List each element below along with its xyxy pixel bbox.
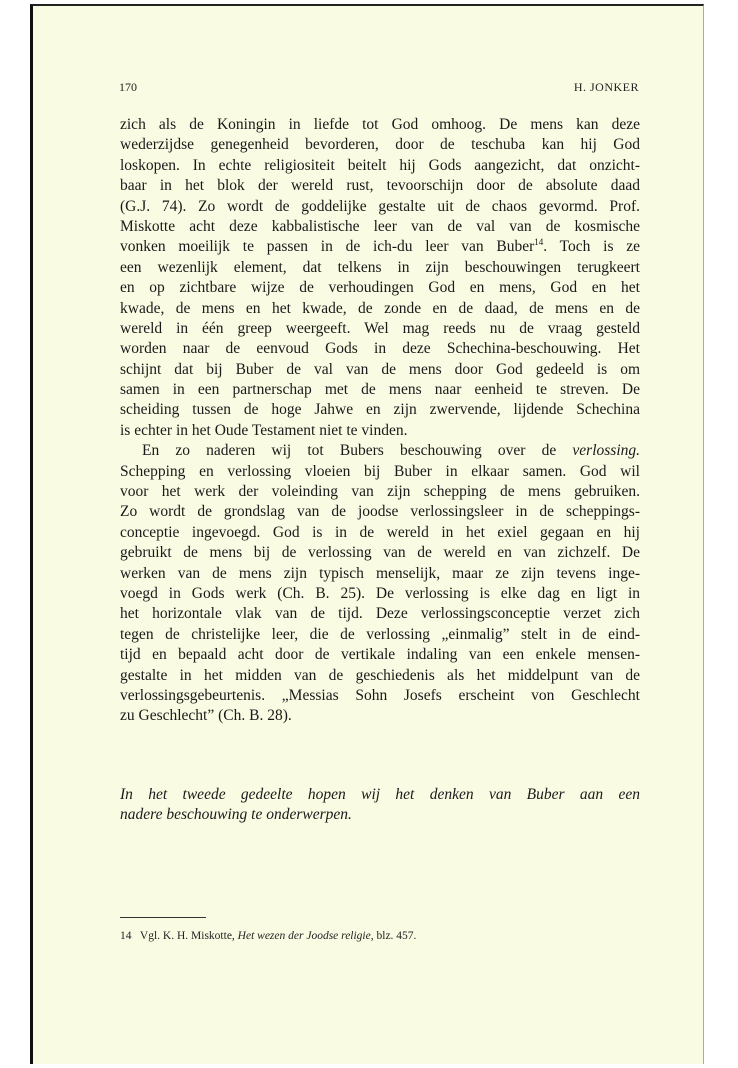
footnote: [120, 930, 640, 942]
text-line: tegen de christelijke leer, die de verlossing „einmalig” stelt in de eind-: [120, 625, 640, 643]
emphasis-verlossing: verlossing.: [572, 442, 640, 460]
text-line: en op zichtbare wijze de verhoudingen God en mens, God en het: [120, 279, 640, 297]
text-line: wederzijdse genegenheid bevorderen, door de teschuba kan hij God: [120, 136, 640, 154]
footnote-text: Vgl. K. H. Miskotte,: [139, 930, 235, 942]
text-line: het horizontale vlak van de tijd. Deze verlossingsconceptie verzet zich: [120, 605, 640, 623]
text-line: conceptie ingevoegd. God is in de wereld in het exiel gegaan en hij: [120, 523, 640, 541]
page-number: 170: [119, 80, 137, 94]
text-line: (G.J. 74). Zo wordt de goddelijke gestalte uit de chaos gevormd. Prof.: [120, 197, 640, 215]
text-line: loskopen. In echte religiositeit beitelt hij Gods aangezicht, dat onzicht-: [120, 156, 640, 174]
text-line: [120, 441, 640, 461]
text-line: Zo wordt de grondslag van de joodse verlossingsleer in de scheppings-: [120, 503, 640, 521]
text-line: verlossingsgebeurtenis. „Messias Sohn Josefs erscheint von Geschlecht: [120, 686, 640, 704]
text-line: zu Geschlecht” (Ch. B. 28).: [120, 707, 292, 725]
text-line: nadere beschouwing te onderwerpen.: [120, 806, 352, 824]
text-line: is echter in het Oude Testament niet te vinden.: [120, 421, 408, 439]
text-line: baar in het blok der wereld rust, tevoorschijn door de absolute daad: [120, 177, 640, 195]
text-line: worden naar de eenvoud Gods in deze Schechina-beschouwing. Het: [120, 340, 640, 358]
text-line: Schepping en verlossing vloeien bij Buber in elkaar samen. God wil: [120, 462, 640, 480]
text-line: In het tweede gedeelte hopen wij het denken van Buber aan een: [120, 786, 640, 803]
text-line: voegd in Gods werk (Ch. B. 25). De verlossing is elke dag en ligt in: [120, 584, 640, 602]
footnote-reference: 14: [534, 237, 544, 248]
text-line: tijd en bepaald acht door de vertikale indaling van een enkele mensen-: [120, 646, 640, 664]
text-segment: vonken moeilijk te passen in de ich-du leer van Buber: [120, 238, 535, 256]
running-head: H. JONKER: [573, 80, 639, 94]
body-text: [120, 115, 640, 727]
text-line: wereld in één greep weergeeft. Wel mag reeds nu de vraag gesteld: [120, 319, 640, 337]
text-line: werken van de mens zijn typisch menselijk, maar ze zijn tevens inge-: [120, 564, 640, 582]
text-line: [120, 237, 640, 257]
text-line: gebruikt de mens bij de verlossing van de wereld en van zichzelf. De: [120, 544, 640, 562]
text-line: kwade, de mens en het kwade, de zonde en de daad, de mens en de: [120, 299, 640, 317]
text-line: schijnt dat bij Buber de val van de mens door God gedeeld is om: [120, 360, 640, 378]
text-line: een wezenlijk element, dat telkens in zijn beschouwingen terugkeert: [120, 258, 640, 276]
footnote-divider: [120, 917, 206, 918]
text-line: scheiding tussen de hoge Jahwe en zijn zwervende, lijdende Schechina: [120, 401, 640, 419]
text-line: zich als de Koningin in liefde tot God omhoog. De mens kan deze: [120, 116, 640, 133]
footnote-title: Het wezen der Joodse religie,: [237, 930, 374, 942]
text-segment: En zo naderen wij tot Bubers beschouwing over de: [142, 442, 557, 460]
footnote-number: 14: [120, 930, 132, 942]
text-line: voor het werk der voleinding van zijn schepping de mens gebruiken.: [120, 483, 640, 501]
text-segment: . Toch is ze: [543, 238, 640, 256]
text-line: gestalte in het midden van de geschiedenis als het middelpunt van de: [120, 666, 640, 684]
conclusion-paragraph: [120, 784, 640, 825]
footnote-page: blz. 457.: [376, 930, 417, 942]
text-line: samen in een partnerschap met de mens naar eenheid te streven. De: [120, 381, 640, 399]
text-line: Miskotte acht deze kabbalistische leer van de val van de kosmische: [120, 217, 640, 235]
